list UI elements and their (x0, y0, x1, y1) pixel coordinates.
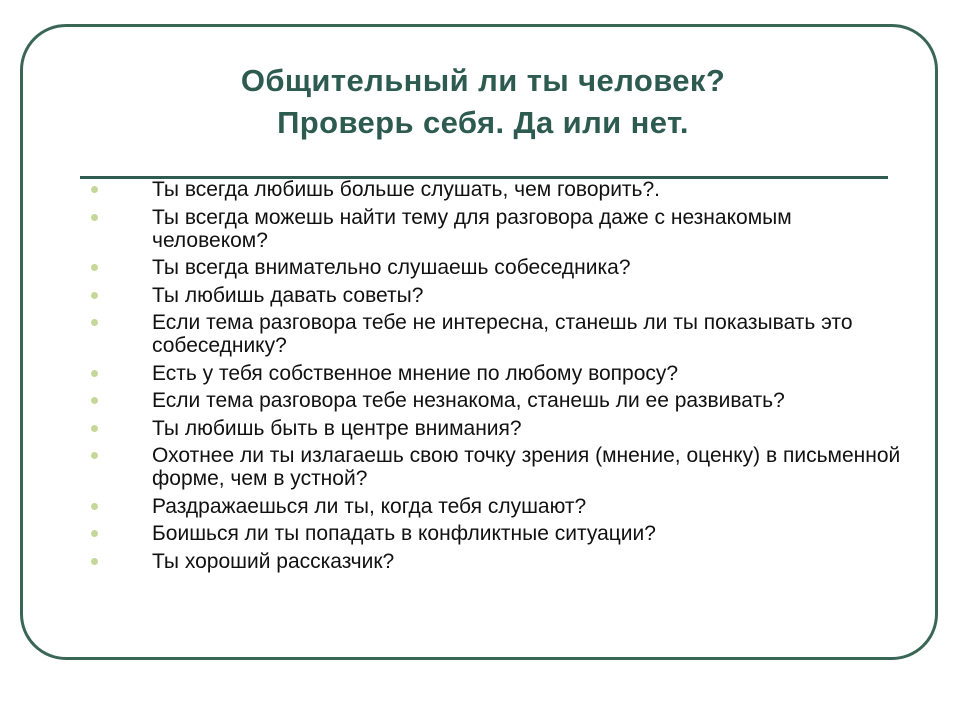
bullet-icon (91, 264, 98, 271)
list-item (86, 444, 906, 490)
question-text: Ты любишь быть в центре внимания? (152, 416, 522, 440)
title-line-2: Проверь себя. Да или нет. (277, 105, 689, 140)
question-text: Ты всегда можешь найти тему для разговора даже с незнакомым человеком? (152, 205, 792, 252)
list-item (86, 362, 906, 385)
question-text: Охотнее ли ты излагаешь свою точку зрения (мнение, оценку) в письменной форме, чем в устной? (152, 444, 901, 490)
list-item (86, 311, 906, 357)
bullet-icon (91, 292, 98, 299)
question-list (86, 178, 906, 577)
question-text: Боишься ли ты попадать в конфликтные ситуации? (152, 522, 656, 545)
list-item (86, 256, 906, 279)
bullet-icon (91, 452, 98, 459)
list-item (86, 284, 906, 307)
question-text: Раздражаешься ли ты, когда тебя слушают? (152, 494, 587, 518)
question-text: Ты всегда любишь больше слушать, чем говорить?. (152, 178, 660, 201)
title-line-1: Общительный ли ты человек? (240, 63, 726, 98)
bullet-icon (91, 214, 98, 221)
list-item (86, 178, 906, 201)
bullet-icon (91, 558, 98, 565)
slide-title (0, 60, 960, 144)
question-text: Ты любишь давать советы? (152, 283, 424, 307)
list-item (86, 417, 906, 440)
list-item (86, 389, 906, 412)
question-text: Есть у тебя собственное мнение по любому вопросу? (152, 361, 679, 385)
list-item (86, 550, 906, 573)
list-item (86, 206, 906, 252)
question-text: Ты всегда внимательно слушаешь собеседника? (152, 256, 631, 279)
bullet-icon (91, 319, 98, 326)
bullet-icon (91, 370, 98, 377)
list-item (86, 495, 906, 518)
question-text: Если тема разговора тебе не интересна, станешь ли ты показывать это собеседнику? (152, 311, 853, 357)
question-text: Ты хороший рассказчик? (152, 549, 395, 573)
bullet-icon (91, 425, 98, 432)
list-item (86, 522, 906, 545)
bullet-icon (91, 530, 98, 537)
bullet-icon (91, 397, 98, 404)
bullet-icon (91, 186, 98, 193)
question-text: Если тема разговора тебе незнакома, станешь ли ее развивать? (152, 389, 785, 412)
bullet-icon (91, 503, 98, 510)
